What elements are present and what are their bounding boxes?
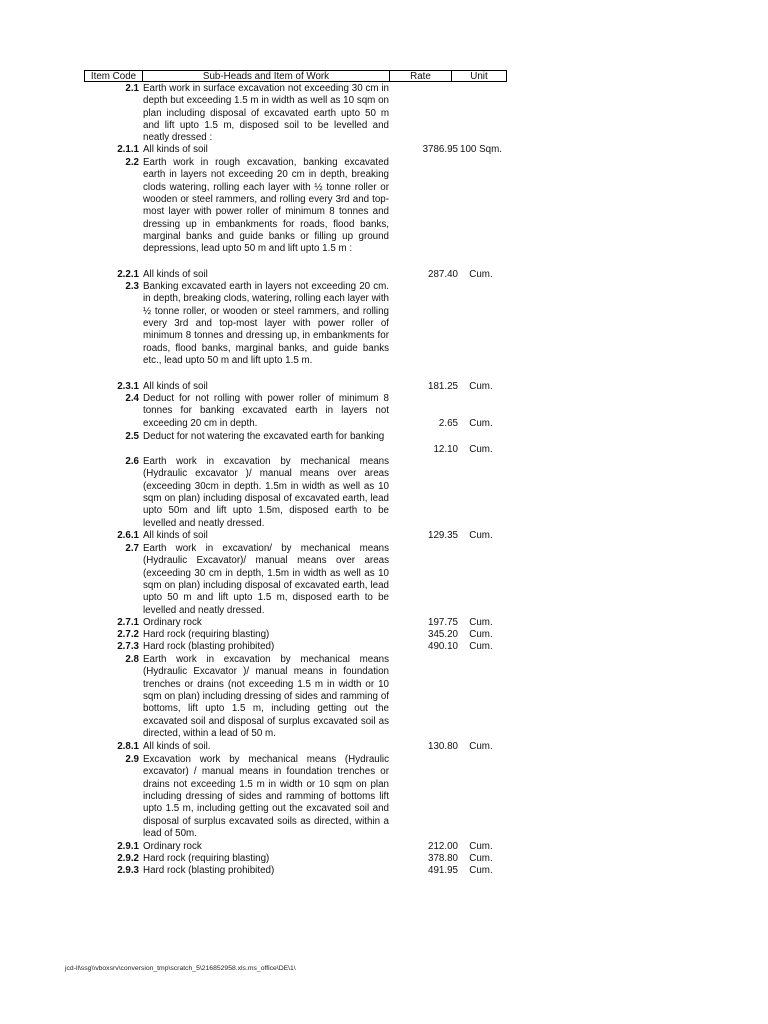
item-rate: 378.80 (428, 853, 458, 864)
item-code: 2.9 (125, 754, 139, 765)
item-code: 2.1 (125, 83, 139, 94)
item-code: 2.8 (125, 654, 139, 665)
item-description: Earth work in rough excavation, banking excavated earth in layers not exceeding 20 cm in depth, breaking clods watering, rolling each layer with ½ tonne roller or wooden or steel rammers, and rolling every 3rd and top-most layer with power roller of minimum 8 tonnes and dressing up in embankments for roads, flood banks, marginal banks and guide banks or filling up ground depressions, lead upto 50 m and lift upto 1.5 m : (143, 157, 389, 255)
item-rate: 12.10 (433, 444, 458, 455)
item-rate: 2.65 (438, 418, 458, 429)
item-unit: Cum. (469, 741, 493, 752)
header-sub-heads: Sub-Heads and Item of Work (142, 70, 389, 82)
item-rate: 287.40 (428, 269, 458, 280)
item-rate: 212.00 (428, 841, 458, 852)
item-description: Banking excavated earth in layers not exceeding 20 cm. in depth, breaking clods, watering, rolling each layer with ½ tonne roller, or wooden or steel rammers, and rolling every 3rd and top-most layer with power roller of minimum 8 tonnes and dressing up, in embankments for roads, flood banks, marginal banks, and guide banks etc., lead upto 50 m and lift upto 1.5 m. (143, 281, 389, 367)
item-description: Deduct for not watering the excavated earth for banking (143, 431, 385, 442)
item-code: 2.6 (125, 456, 139, 467)
item-code: 2.9.2 (117, 853, 139, 864)
item-code: 2.2 (125, 157, 139, 168)
item-description: Hard rock (requiring blasting) (143, 853, 270, 864)
item-unit: Cum. (469, 530, 493, 541)
item-code: 2.7 (125, 543, 139, 554)
item-description: Deduct for not rolling with power roller of minimum 8 tonnes for banking excavated earth in layers not exceeding 20 cm in depth. (143, 393, 389, 429)
item-description: Earth work in surface excavation not exceeding 30 cm in depth but exceeding 1.5 m in width as well as 10 sqm on plan including disposal of excavated earth upto 50 m and lift upto 1.5 m, disposed soil to be levelled and neatly dressed : (143, 83, 389, 144)
item-unit: Cum. (469, 853, 493, 864)
item-description: Excavation work by mechanical means (Hydraulic excavator) / manual means in foundation trenches or drains not exceeding 1.5 m in width or 10 sqm on plan including dressing of sides and ramming of bottoms lift upto 1.5 m, including getting out the excavated soil and disposal of surplus excavated soils as directed, within a lead of 50m. (143, 754, 389, 840)
item-code: 2.6.1 (117, 530, 139, 541)
item-unit: 100 Sqm. (460, 144, 502, 155)
item-description: Hard rock (blasting prohibited) (143, 865, 275, 876)
item-unit: Cum. (469, 444, 493, 455)
item-code: 2.7.3 (117, 641, 139, 652)
item-description: Earth work in excavation/ by mechanical means (Hydraulic Excavator)/ manual means over areas (exceeding 30 cm in depth, 1.5m in width as well as 10 sqm on plan) including disposal of excavated earth, lead upto 50 m and lift upto 1.5 m, disposed earth to be levelled and neatly dressed. (143, 543, 389, 616)
item-description: Hard rock (requiring blasting) (143, 629, 270, 640)
item-code: 2.3.1 (117, 381, 139, 392)
item-unit: Cum. (469, 617, 493, 628)
header-unit: Unit (451, 70, 507, 82)
item-code: 2.9.3 (117, 865, 139, 876)
item-description: Hard rock (blasting prohibited) (143, 641, 275, 652)
item-rate: 130.80 (428, 741, 458, 752)
item-description: All kinds of soil (143, 381, 208, 392)
item-rate: 345.20 (428, 629, 458, 640)
item-description: All kinds of soil. (143, 741, 211, 752)
item-unit: Cum. (469, 841, 493, 852)
header-item-code: Item Code (84, 70, 142, 82)
item-unit: Cum. (469, 629, 493, 640)
item-code: 2.5 (125, 431, 139, 442)
item-description: Ordinary rock (143, 841, 202, 852)
item-rate: 491.95 (428, 865, 458, 876)
header-rate: Rate (389, 70, 451, 82)
item-unit: Cum. (469, 641, 493, 652)
item-code: 2.1.1 (117, 144, 139, 155)
item-rate: 197.75 (428, 617, 458, 628)
item-unit: Cum. (469, 865, 493, 876)
item-unit: Cum. (469, 381, 493, 392)
item-description: Earth work in excavation by mechanical means (Hydraulic Excavator )/ manual means in foundation trenches or drains (not exceeding 1.5 m in width or 10 sqm on plan) including dressing of sides and ramming of bottoms, lift upto 1.5 m, including getting out the excavated soil and disposal of surplus excavated soil as directed, within a lead of 50 m. (143, 654, 389, 740)
item-code: 2.3 (125, 281, 139, 292)
item-description: All kinds of soil (143, 269, 208, 280)
footer-file-path: jcd-ll\ssg\\vboxsrv\conversion_tmp\scratch_5\216852958.xls.ms_office\DE\1\ (65, 965, 296, 972)
item-description: All kinds of soil (143, 530, 208, 541)
item-code: 2.7.1 (117, 617, 139, 628)
item-unit: Cum. (469, 269, 493, 280)
item-code: 2.9.1 (117, 841, 139, 852)
item-unit: Cum. (469, 418, 493, 429)
item-rate: 490.10 (428, 641, 458, 652)
item-description: Earth work in excavation by mechanical means (Hydraulic excavator )/ manual means over areas (exceeding 30cm in depth. 1.5m in width as well as 10 sqm on plan) including disposal of excavated earth, lead upto 50m and lift upto 1.5m, disposed earth to be levelled and neatly dressed. (143, 456, 389, 529)
item-code: 2.8.1 (117, 741, 139, 752)
item-code: 2.2.1 (117, 269, 139, 280)
item-code: 2.4 (125, 393, 139, 404)
item-description: All kinds of soil (143, 144, 208, 155)
item-description: Ordinary rock (143, 617, 202, 628)
item-rate: 129.35 (428, 530, 458, 541)
item-code: 2.7.2 (117, 629, 139, 640)
item-rate: 3786.95 (422, 144, 458, 155)
item-rate: 181.25 (428, 381, 458, 392)
